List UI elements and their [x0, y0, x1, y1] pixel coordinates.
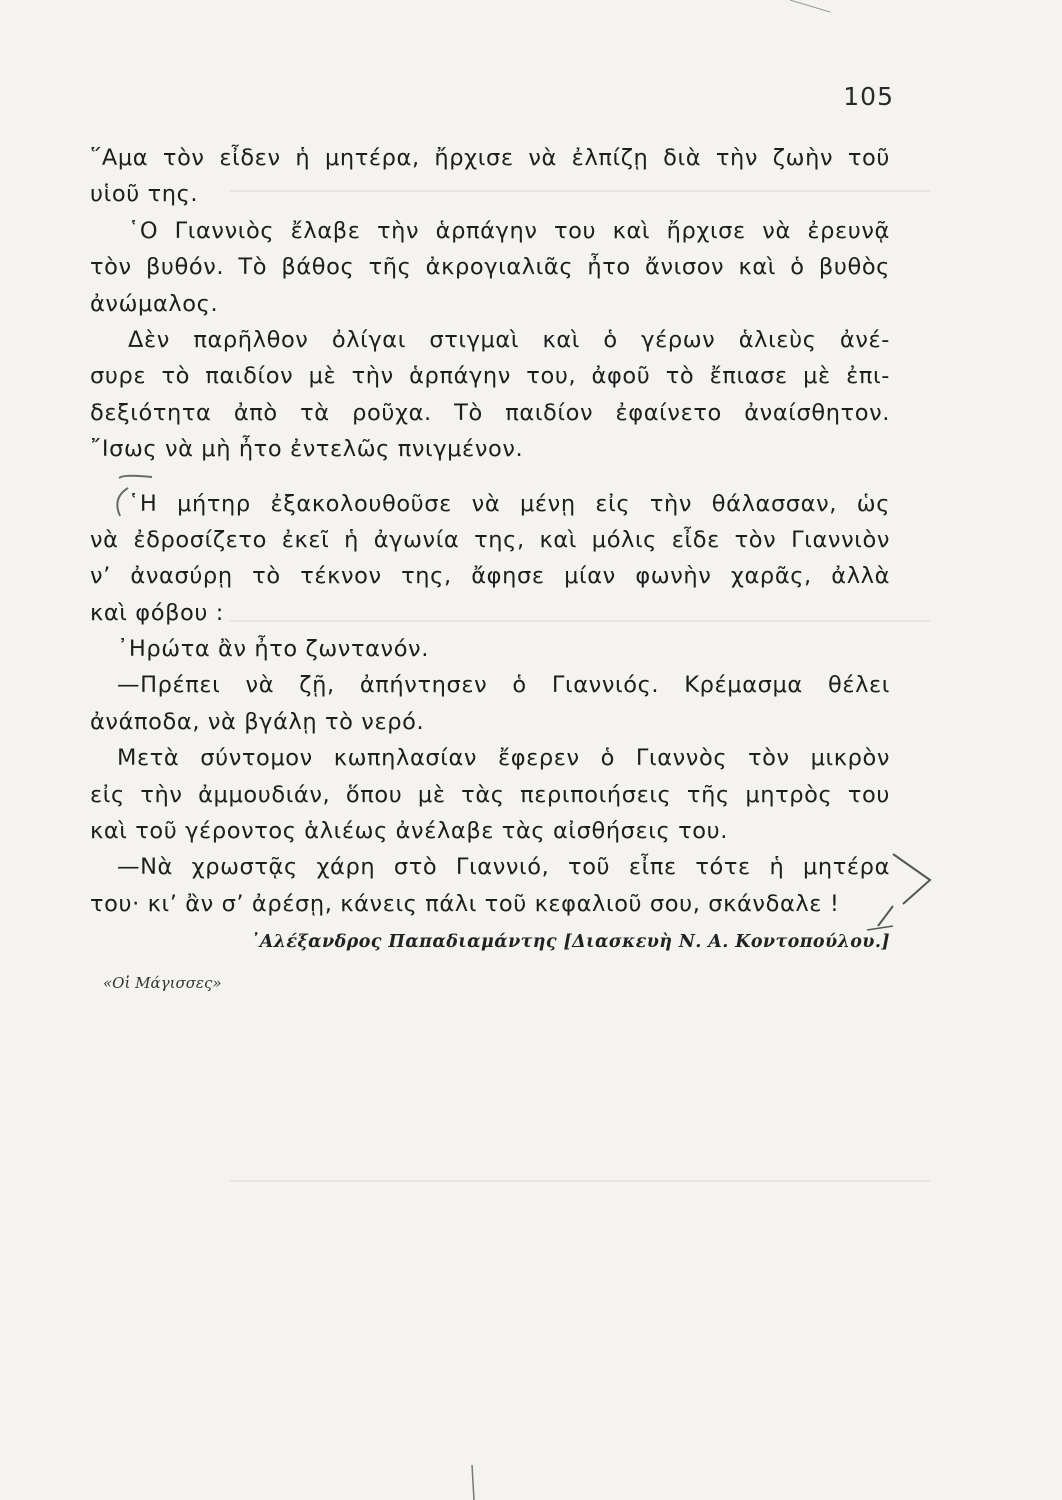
text-line: Δὲν παρῆλθον ὀλίγαι στιγμαὶ καὶ ὁ γέρων ἁλιεὺς ἀνέ- [128, 326, 890, 353]
text-line: —Πρέπει νὰ ζῇ, ἀπήντησεν ὁ Γιαννιός. Κρέμασμα θέλει [117, 672, 890, 699]
text-line: —Νὰ χρωστᾷς χάρη στὸ Γιαννιό, τοῦ εἶπε τότε ἡ μητέρα [117, 854, 890, 881]
text-line: ῾Η μήτηρ ἐξακολουθοῦσε νὰ μένῃ εἰς τὴν θάλασσαν, ὡς [128, 490, 890, 517]
text-line: του· κι’ ἂν σ’ ἀρέσῃ, κάνεις πάλι τοῦ κεφαλιοῦ σου, σκάνδαλε ! [90, 890, 840, 917]
text-line: Μετὰ σύντομον κωπηλασίαν ἔφερεν ὁ Γιαννὸς τὸν μικρὸν [117, 745, 890, 772]
adaptation-note: [Διασκευὴ Ν. Α. Κοντοπούλου.] [563, 932, 890, 952]
text-line: ῞Αμα τὸν εἶδεν ἡ μητέρα, ἤρχισε νὰ ἐλπίζῃ διὰ τὴν ζωὴν τοῦ [90, 145, 890, 171]
source-title: «Οἱ Μάγισσες» [103, 974, 222, 992]
text-line: ῎Ισως νὰ μὴ ἦτο ἐντελῶς πνιγμένον. [90, 436, 524, 463]
text-line: καὶ τοῦ γέροντος ἁλιέως ἀνέλαβε τὰς αἰσθήσεις του. [90, 818, 728, 845]
text-line: υἱοῦ της. [90, 181, 199, 208]
text-line: καὶ φόβου : [90, 599, 224, 626]
page-number: 105 [843, 82, 894, 111]
text-line: συρε τὸ παιδίον μὲ τὴν ἁρπάγην του, ἀφοῦ τὸ ἔπιασε μὲ ἐπι- [90, 363, 890, 390]
author-name: ᾿Αλέξανδρος Παπαδιαμάντης [250, 932, 557, 952]
paragraph-gap [90, 468, 890, 486]
text-line: νὰ ἐδροσίζετο ἐκεῖ ἡ ἀγωνία της, καὶ μόλις εἶδε τὸν Γιαννιὸν [90, 526, 890, 553]
text-line: εἰς τὴν ἀμμουδιάν, ὅπου μὲ τὰς περιποιήσεις τῆς μητρὸς του [90, 781, 890, 808]
story-text [90, 140, 890, 922]
text-line: ῾Ο Γιαννιὸς ἔλαβε τὴν ἁρπάγην του καὶ ἤρχισε νὰ ἐρευνᾷ [128, 217, 890, 244]
text-line: ἀνάποδα, νὰ βγάλῃ τὸ νερό. [90, 708, 425, 735]
text-line: ν’ ἀνασύρῃ τὸ τέκνον της, ἄφησε μίαν φωνὴν χαρᾶς, ἀλλὰ [90, 563, 890, 590]
text-line: τὸν βυθόν. Τὸ βάθος τῆς ἀκρογιαλιᾶς ἦτο ἄνισον καὶ ὁ βυθὸς [90, 254, 890, 281]
author-signature [251, 932, 890, 952]
text-line: ᾿Ηρώτα ἂν ἦτο ζωντανόν. [117, 636, 429, 663]
bleed-through-line [230, 1180, 930, 1182]
text-line: δεξιότητα ἀπὸ τὰ ροῦχα. Τὸ παιδίον ἐφαίνετο ἀναίσθητον. [90, 399, 890, 426]
text-line: ἀνώμαλος. [90, 290, 219, 317]
